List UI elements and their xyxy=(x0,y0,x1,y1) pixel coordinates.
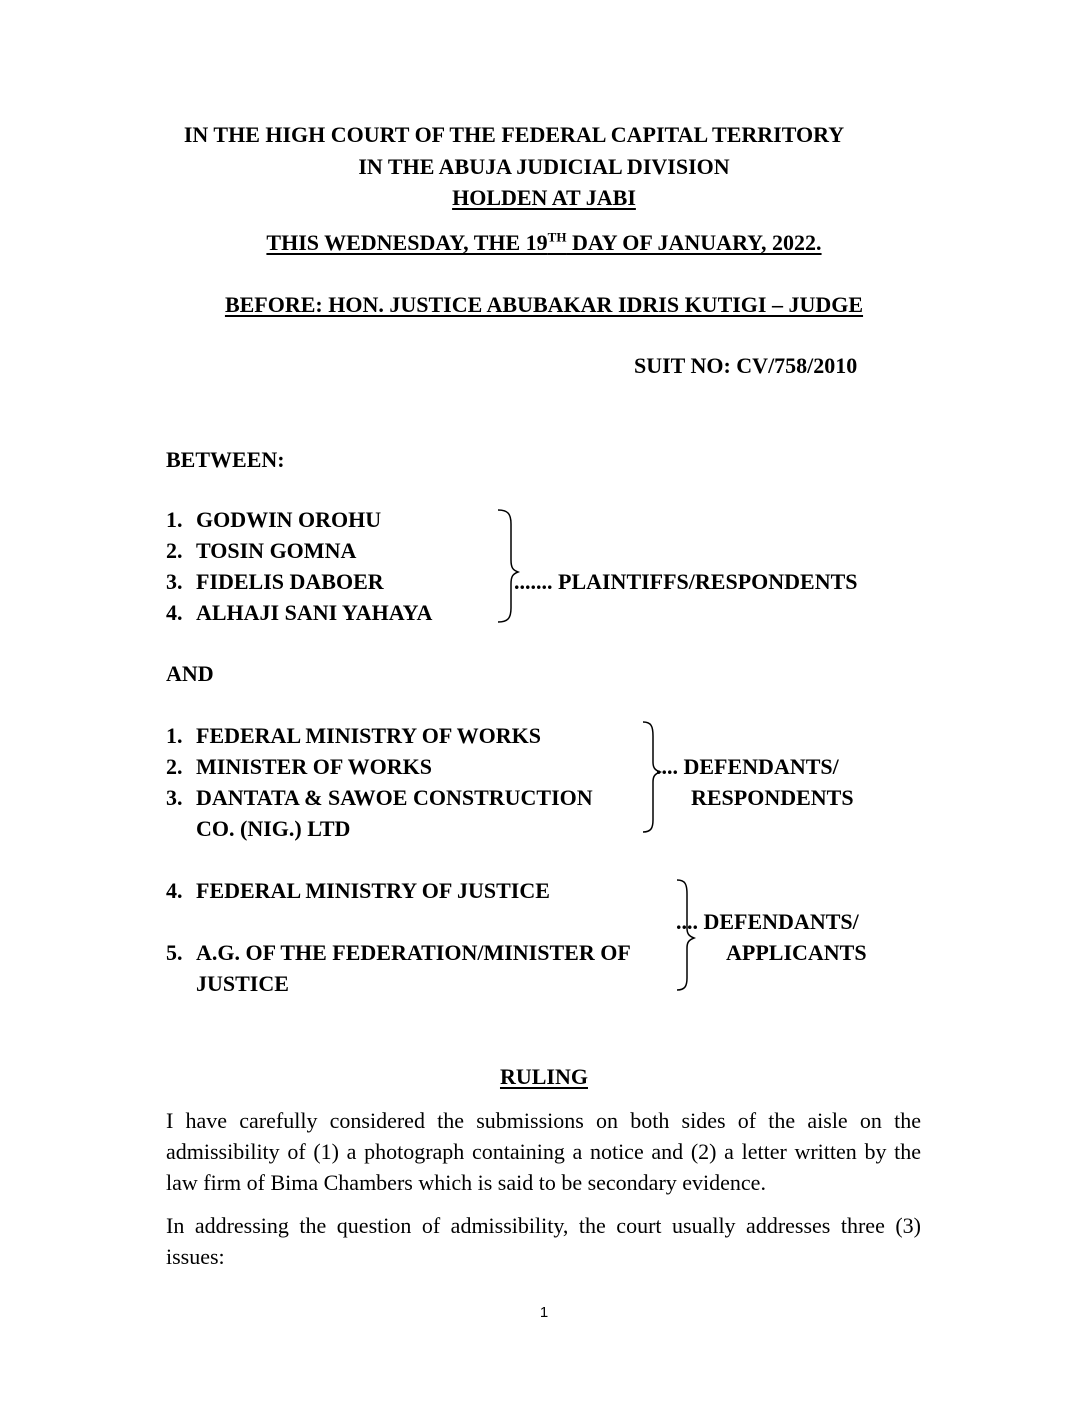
defendants-group2-item4: 4. FEDERAL MINISTRY OF JUSTICE xyxy=(166,878,550,903)
list-item: 1. FEDERAL MINISTRY OF WORKS xyxy=(166,723,541,748)
division-line: IN THE ABUJA JUDICIAL DIVISION xyxy=(358,154,730,179)
list-item: 3. DANTATA & SAWOE CONSTRUCTION xyxy=(166,785,593,810)
ruling-paragraph-2: In addressing the question of admissibility, the court usually addresses three (3) issues: xyxy=(166,1213,921,1269)
list-item: 1. GODWIN OROHU xyxy=(166,507,382,532)
holden-line: HOLDEN AT JABI xyxy=(452,185,636,210)
date-ordinal: TH xyxy=(547,229,567,245)
date-line xyxy=(0,227,1088,258)
court-title: IN THE HIGH COURT OF THE FEDERAL CAPITAL TERRITORY xyxy=(183,122,845,147)
plaintiffs-list xyxy=(166,504,432,628)
suit-number: SUIT NO: CV/758/2010 xyxy=(634,353,858,378)
list-item: 3. FIDELIS DABOER xyxy=(166,569,384,594)
defendants-group2-item5 xyxy=(166,937,631,999)
between-label: BETWEEN: xyxy=(166,447,285,472)
list-item: 2. MINISTER OF WORKS xyxy=(166,754,432,779)
ruling-paragraph-1: I have carefully considered the submissions on both sides of the aisle on the admissibility of (1) a photograph containing a notice and (2) a letter written by the law firm of Bima Chambers which is said to be secondary evidence. xyxy=(166,1108,921,1195)
group2-role-line2: APPLICANTS xyxy=(726,940,867,965)
list-item: 5. A.G. OF THE FEDERATION/MINISTER OF xyxy=(166,940,631,965)
defendants-group1-list xyxy=(166,720,593,844)
before-line: BEFORE: HON. JUSTICE ABUBAKAR IDRIS KUTIGI – JUDGE xyxy=(224,292,864,317)
date-suffix: DAY OF JANUARY, 2022. xyxy=(566,230,822,255)
list-item: JUSTICE xyxy=(196,971,289,996)
list-item: 2. TOSIN GOMNA xyxy=(166,538,357,563)
plaintiffs-role: ....... PLAINTIFFS/RESPONDENTS xyxy=(514,569,858,594)
group2-role-line1: .... DEFENDANTS/ xyxy=(676,909,859,934)
group1-role-line1: .... DEFENDANTS/ xyxy=(656,754,839,779)
list-item: CO. (NIG.) LTD xyxy=(196,816,351,841)
date-prefix: THIS WEDNESDAY, THE 19 xyxy=(266,230,548,255)
group1-role-line2: RESPONDENTS xyxy=(691,785,854,810)
page-number: 1 xyxy=(539,1304,549,1321)
list-item: 4. ALHAJI SANI YAHAYA xyxy=(166,600,433,625)
and-label: AND xyxy=(166,661,214,686)
ruling-heading: RULING xyxy=(499,1064,588,1089)
